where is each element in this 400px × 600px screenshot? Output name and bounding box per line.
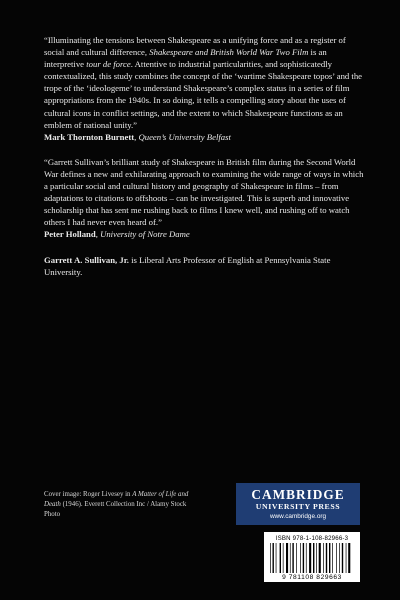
blurb-2-text: “Garrett Sullivan’s brilliant study of Shakespeare in British film during the Second World War defines a new and exhilarating approach to examining the wide range of ways in which a particular social and cultural history and geography of Shakespeare in films – from adaptations to citations to offshoots – can be investigated. This is superb and innovative scholarship that has sent me rushing back to films I knew well, and rushing off to watch others I had never even heard of.” xyxy=(44,156,364,228)
blurb-1-text: “Illuminating the tensions between Shakespeare as a unifying force and as a register of social and cultural difference, Shakespeare and British World War Two Film is an interpretive tour de force. Attentive to industrial particularities, and sophisticatedly contextualized, this study combines the concept of the ‘wartime Shakespeare topos’ and the trope of the ‘ideologeme’ to understand Shakespeare’s complex status in a series of film appropriations from the 1940s. In so doing, it tells a compelling story about the uses of cultural icons in conflict settings, and the extent to which Shakespeare functions as an emblem of national unity.” xyxy=(44,35,363,130)
cover-image-credit: Cover image: Roger Livesey in A Matter of Life and Death (1946). Everett Collection Inc / Alamy Stock Photo xyxy=(44,491,189,518)
barcode xyxy=(264,532,360,582)
publisher-name: CAMBRIDGE xyxy=(251,487,345,502)
blurb-2-attribution: Peter Holland, University of Notre Dame xyxy=(44,229,190,240)
isbn-text: ISBN 978-1-108-82966-3 xyxy=(275,535,349,542)
back-cover-text xyxy=(44,34,364,278)
barcode-bars-icon xyxy=(270,543,354,573)
publisher-logo xyxy=(236,483,360,525)
publisher-url: www.cambridge.org xyxy=(269,513,327,520)
blurb-1-attribution: Mark Thornton Burnett, Queen’s University Belfast xyxy=(44,131,231,142)
publisher-sub: UNIVERSITY PRESS xyxy=(255,502,341,511)
author-bio: Garrett A. Sullivan, Jr. is Liberal Arts Professor of English at Pennsylvania State University. xyxy=(44,254,331,277)
barcode-digits: 9 781108 829663 xyxy=(282,574,342,581)
